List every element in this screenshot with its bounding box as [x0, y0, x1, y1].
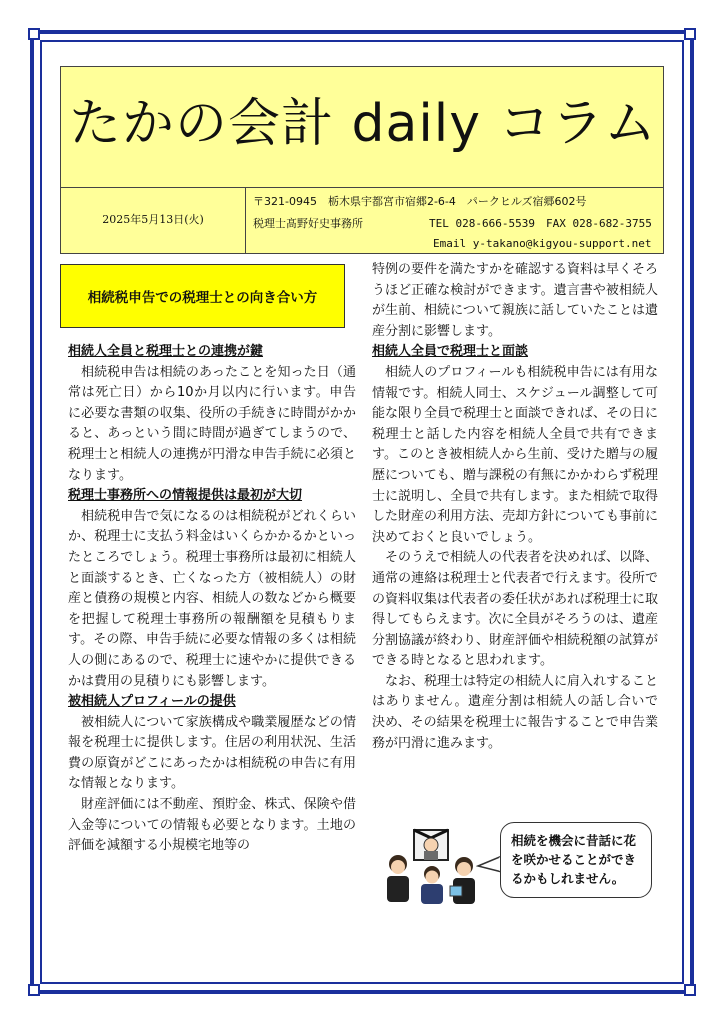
paragraph: 相続税申告は相続のあったことを知った日（通常は死亡日）から10か月以内に行います。申告に必要な書類の収集、役所の手続きに時間がかかると、あっという間に時間が過ぎてしまうので、税理士と相続人の連携が円滑な申告手続に必須となります。	[68, 364, 356, 483]
article-topic-text: 相続税申告での税理士との向き合い方	[87, 290, 318, 306]
section-heading: 税理士事務所への情報提供は最初が大切	[68, 488, 303, 504]
section-heading: 相続人全員と税理士との連携が鍵	[68, 344, 264, 359]
paragraph: なお、税理士は特定の相続人に肩入れすることはありません。遺産分割は相続人の話し合いで決め、その結果を税理士に報告することで申告業務が円滑に進みます。	[372, 673, 659, 751]
paragraph: 相続人のプロフィールも相続税申告には有用な情報です。相続人同士、スケジュール調整して可能な限り全員で税理士と面談できれば、その日に税理士と話した内容を相続人全員で共有できます。このとき被相続人から生前、受けた贈与の履歴についても、贈与課税の有無にかかわらず税理士に説明し、全員で共有します。また相続で取得した財産の利用方法、売却方針についても事前に決めておくと良いでしょう。	[372, 364, 659, 545]
article-topic	[60, 264, 345, 328]
paragraph: そのうえで相続人の代表者を決めれば、以降、通常の連絡は税理士と代表者で行えます。役所での資料収集は代表者の委任状があれば税理士に取得してもらえます。次に全員がそろうのは、遺産分割協議が終わり、財産評価や相続税額の試算ができる時となると思われます。	[372, 550, 659, 669]
frame-corner	[684, 984, 696, 996]
paragraph: 被相続人について家族構成や職業履歴などの情報を税理士に提供します。住居の利用状況、生活費の原資がどこにあったかは相続税の申告に有用な情報となります。	[68, 714, 356, 792]
paragraph: 特例の要件を満たすかを確認する資料は早くそろうほど正確な検討ができます。遺言書や被相続人が生前、相続について親族に話していたことは遺産分割に影響します。	[372, 262, 659, 339]
speech-bubble-text: 相続を機会に昔話に花を咲かせることができるかもしれません。	[511, 833, 637, 886]
article-column-left	[68, 342, 356, 857]
office-phone-fax: TEL 028-666-5539 FAX 028-682-3755	[429, 217, 652, 230]
paragraph: 財産評価には不動産、預貯金、株式、保険や借入金等についての情報も必要となります。土地の評価を減額する小規模宅地等の	[68, 797, 356, 854]
office-address: 〒321-0945 栃木県宇都宮市宿郷2-6-4 パークヒルズ宿郷602号	[253, 195, 587, 208]
masthead	[60, 66, 664, 254]
header-divider	[61, 187, 663, 188]
page-title: たかの会計 daily コラム	[68, 94, 658, 154]
issue-date: 2025年5月13日(火)	[102, 213, 204, 226]
paragraph: 相続税申告で気になるのは相続税がどれくらいか、税理士に支払う料金はいくらかかるかといったところでしょう。税理士事務所は最初に相続人と面談するとき、亡くなった方（被相続人）の財産と債務の規模と内容、相続人の数などから概要を把握して税理士事務所の報酬額を見積もります。その際、申告手続に必要な情報の多くは相続人の側にあるので、税理士に速やかに提供できるかは費用の見積りにも影響します。	[68, 508, 356, 689]
frame-corner	[28, 28, 40, 40]
header-divider-vertical	[245, 187, 246, 253]
frame-corner	[28, 984, 40, 996]
article-column-right	[372, 260, 658, 754]
office-name: 税理士髙野好史事務所	[253, 217, 363, 230]
section-heading: 相続人全員で税理士と面談	[372, 344, 529, 360]
office-email: Email y-takano@kigyou-support.net	[433, 237, 652, 250]
section-heading: 被相続人プロフィールの提供	[68, 694, 236, 710]
speech-bubble	[500, 822, 652, 898]
frame-corner	[684, 28, 696, 40]
